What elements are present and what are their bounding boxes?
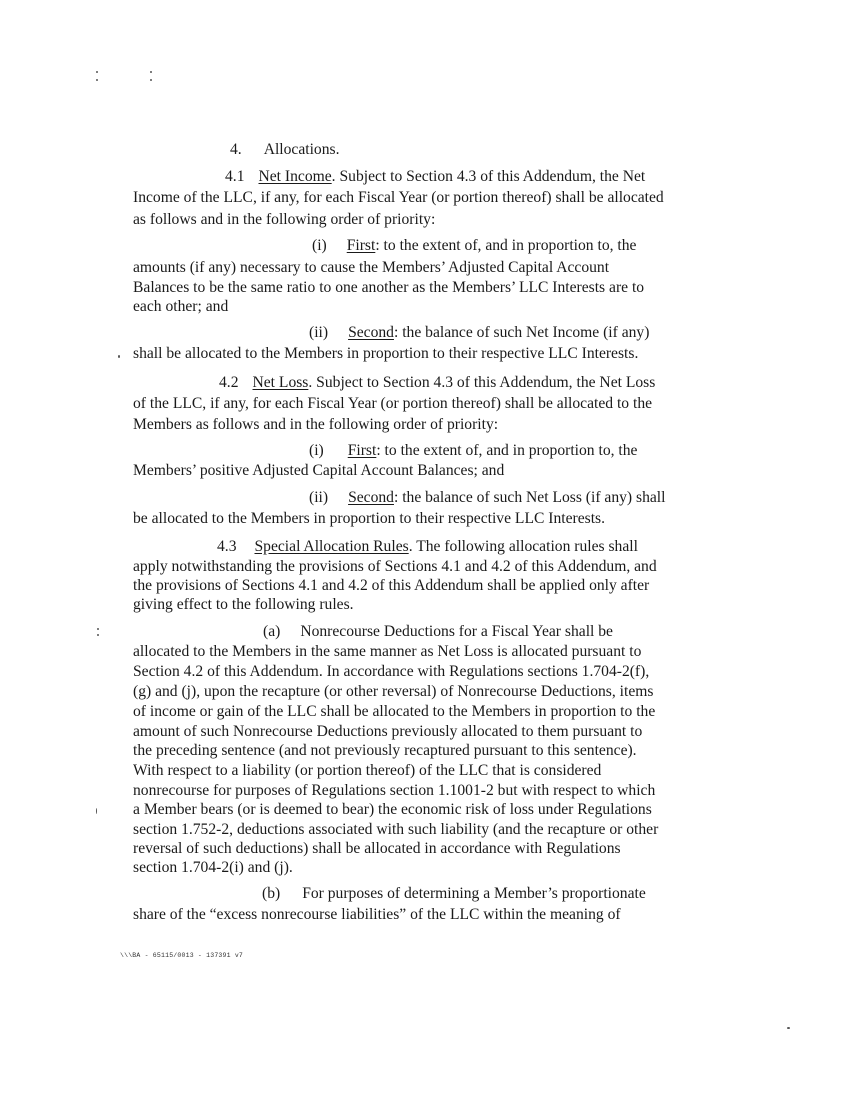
clause-4-1-i-line-1 xyxy=(312,236,636,256)
subsection-4-2-line-1 xyxy=(219,373,655,393)
clause-4-1-ii-line-1 xyxy=(309,323,649,343)
scan-speck xyxy=(96,71,98,73)
body-line: giving effect to the following rules. xyxy=(133,596,354,613)
body-line: section 1.704-2(i) and (j). xyxy=(133,859,293,876)
section-heading xyxy=(230,140,340,160)
body-line: the provisions of Sections 4.1 and 4.2 of this Addendum shall be applied only after xyxy=(133,577,650,594)
scan-speck xyxy=(97,628,99,630)
clause-4-2-i-line-1 xyxy=(309,441,637,461)
scan-speck xyxy=(118,355,120,358)
clause-number: (a) xyxy=(263,623,281,640)
scan-speck xyxy=(96,79,98,81)
scan-speck xyxy=(96,808,97,814)
subsection-text: . Subject to Section 4.3 of this Addendum, the Net xyxy=(331,168,646,185)
body-line: the preceding sentence (and not previously recaptured pursuant to this sentence). xyxy=(133,742,637,759)
subsection-number: 4.3 xyxy=(217,538,237,555)
body-line: of income or gain of the LLC shall be allocated to the Members in proportion to the xyxy=(133,703,656,720)
clause-text: : the balance of such Net Income (if any) xyxy=(393,324,650,341)
clause-label: Second xyxy=(348,489,394,506)
scan-speck xyxy=(150,79,152,81)
section-number: 4. xyxy=(230,141,242,158)
body-line: a Member bears (or is deemed to bear) the economic risk of loss under Regulations xyxy=(133,801,652,818)
clause-text: : to the extent of, and in proportion to, the xyxy=(375,237,637,254)
body-line: reversal of such deductions) shall be allocated in accordance with Regulations xyxy=(133,840,621,857)
subsection-title: Net Loss xyxy=(252,374,309,391)
body-line: nonrecourse for purposes of Regulations section 1.1001-2 but with respect to which xyxy=(133,782,656,799)
clause-number: (i) xyxy=(309,442,324,459)
section-title: Allocations. xyxy=(263,141,340,158)
subsection-number: 4.2 xyxy=(219,374,239,391)
clause-text: : the balance of such Net Loss (if any) shall xyxy=(393,489,666,506)
body-line: With respect to a liability (or portion thereof) of the LLC that is considered xyxy=(133,762,602,779)
clause-number: (i) xyxy=(312,237,327,254)
clause-4-3-a-line-1 xyxy=(263,622,613,642)
body-line: allocated to the Members in the same manner as Net Loss is allocated pursuant to xyxy=(133,643,642,660)
subsection-text: . Subject to Section 4.3 of this Addendum, the Net Loss xyxy=(308,374,656,391)
body-line: section 1.752-2, deductions associated with such liability (and the recapture or other xyxy=(133,821,659,838)
scan-speck xyxy=(97,634,99,636)
body-line: Balances to be the same ratio to one another as the Members’ LLC Interests are to xyxy=(133,279,645,296)
subsection-text: . The following allocation rules shall xyxy=(408,538,638,555)
clause-label: First xyxy=(346,237,376,254)
clause-label: Second xyxy=(348,324,394,341)
subsection-title: Net Income xyxy=(258,168,332,185)
body-line: Members’ positive Adjusted Capital Account Balances; and xyxy=(133,462,505,479)
subsection-4-1-line-1 xyxy=(225,167,645,187)
document-id-footer: \\\BA - 65115/0013 - 137391 v7 xyxy=(120,952,244,959)
clause-text: Nonrecourse Deductions for a Fiscal Year shall be xyxy=(300,623,613,640)
subsection-title: Special Allocation Rules xyxy=(254,538,409,555)
body-line: Income of the LLC, if any, for each Fiscal Year (or portion thereof) shall be allocated xyxy=(133,189,664,206)
clause-4-2-ii-line-1 xyxy=(309,488,665,508)
body-line: share of the “excess nonrecourse liabilities” of the LLC within the meaning of xyxy=(133,906,621,923)
subsection-4-3-line-1 xyxy=(217,537,638,557)
body-line: be allocated to the Members in proportion to their respective LLC Interests. xyxy=(133,510,606,527)
body-line: (g) and (j), upon the recapture (or other reversal) of Nonrecourse Deductions, items xyxy=(133,683,654,700)
clause-text: For purposes of determining a Member’s proportionate xyxy=(302,885,646,902)
clause-number: (b) xyxy=(262,885,281,902)
body-line: as follows and in the following order of priority: xyxy=(133,211,436,228)
body-line: apply notwithstanding the provisions of Sections 4.1 and 4.2 of this Addendum, and xyxy=(133,558,657,575)
scan-speck xyxy=(150,71,152,73)
body-line: amounts (if any) necessary to cause the Members’ Adjusted Capital Account xyxy=(133,259,610,276)
clause-text: : to the extent of, and in proportion to, the xyxy=(376,442,638,459)
clause-number: (ii) xyxy=(309,324,329,341)
body-line: Members as follows and in the following order of priority: xyxy=(133,416,499,433)
body-line: amount of such Nonrecourse Deductions previously allocated to them pursuant to xyxy=(133,723,643,740)
body-line: each other; and xyxy=(133,298,229,315)
body-line: shall be allocated to the Members in proportion to their respective LLC Interests. xyxy=(133,345,639,362)
clause-number: (ii) xyxy=(309,489,329,506)
body-line: of the LLC, if any, for each Fiscal Year (or portion thereof) shall be allocated to the xyxy=(133,395,653,412)
body-line: Section 4.2 of this Addendum. In accordance with Regulations sections 1.704-2(f), xyxy=(133,663,650,680)
subsection-number: 4.1 xyxy=(225,168,245,185)
clause-4-3-b-line-1 xyxy=(262,884,646,904)
clause-label: First xyxy=(347,442,377,459)
scan-speck xyxy=(787,1027,790,1029)
